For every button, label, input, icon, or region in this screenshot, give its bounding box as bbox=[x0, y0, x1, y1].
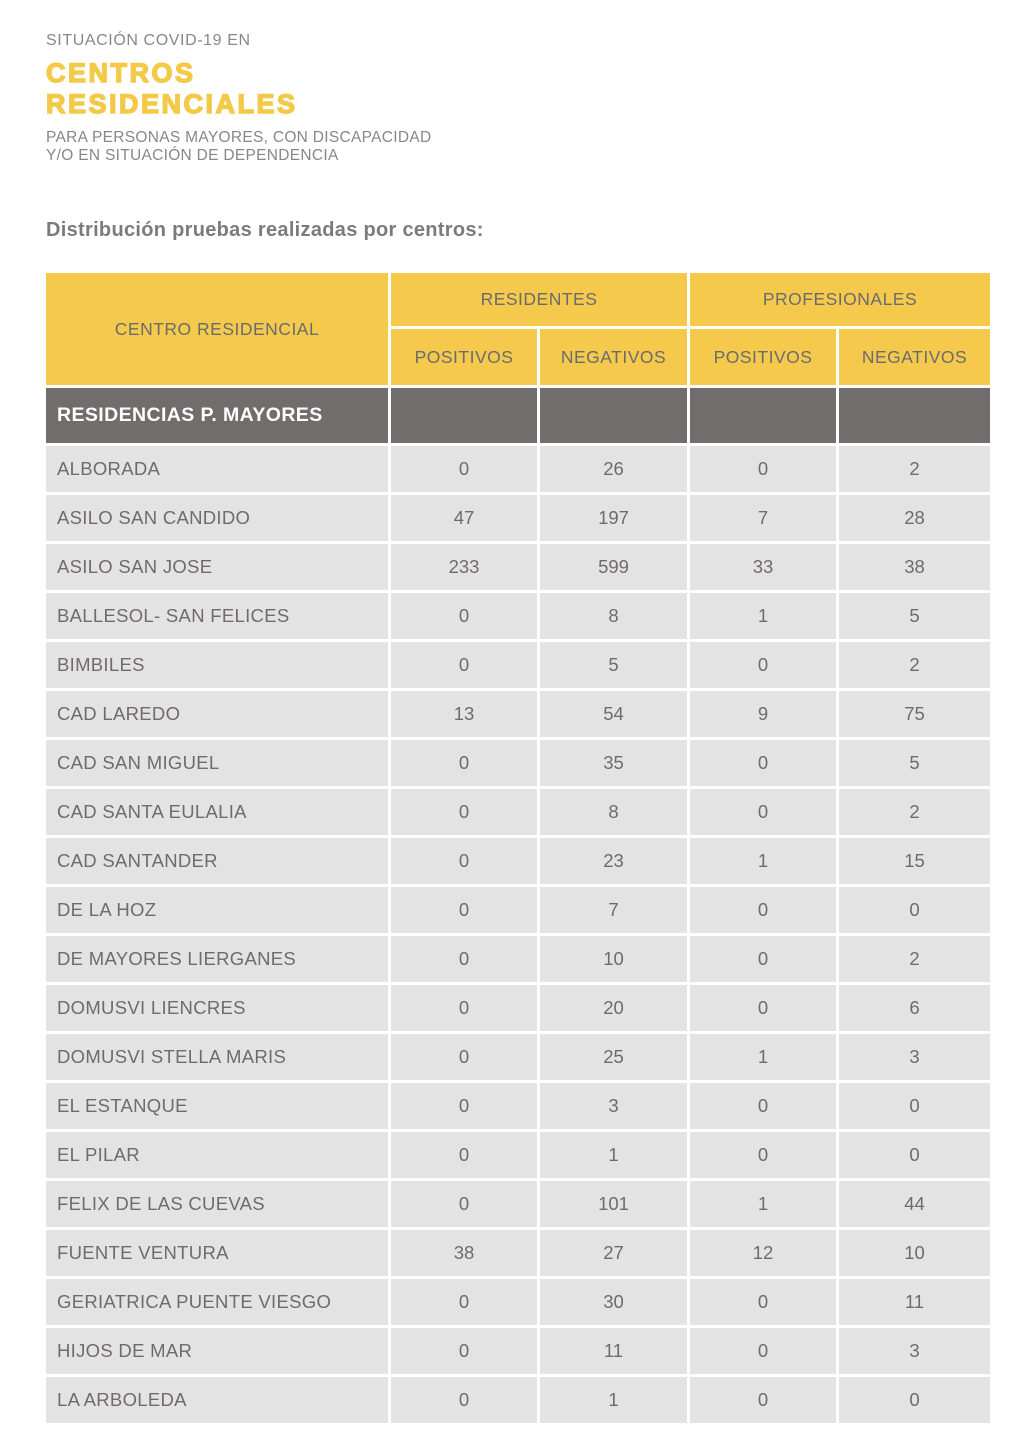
value-cell: 27 bbox=[540, 1230, 687, 1276]
value-cell: 10 bbox=[540, 936, 687, 982]
value-cell: 1 bbox=[690, 1181, 836, 1227]
centro-cell: DE LA HOZ bbox=[46, 887, 388, 933]
value-cell: 11 bbox=[540, 1328, 687, 1374]
centro-cell: FUENTE VENTURA bbox=[46, 1230, 388, 1276]
value-cell: 0 bbox=[690, 1279, 836, 1325]
value-cell: 0 bbox=[690, 446, 836, 492]
value-cell: 30 bbox=[540, 1279, 687, 1325]
centro-cell: HIJOS DE MAR bbox=[46, 1328, 388, 1374]
subtitle-line2: Y/O EN SITUACIÓN DE DEPENDENCIA bbox=[46, 147, 339, 164]
header-residentes-cell: RESIDENTES bbox=[391, 273, 687, 326]
value-cell: 2 bbox=[839, 446, 990, 492]
value-cell: 1 bbox=[540, 1377, 687, 1423]
value-cell: 6 bbox=[839, 985, 990, 1031]
value-cell: 75 bbox=[839, 691, 990, 737]
value-cell: 5 bbox=[540, 642, 687, 688]
value-cell: 2 bbox=[839, 936, 990, 982]
value-cell: 23 bbox=[540, 838, 687, 884]
value-cell: 0 bbox=[690, 789, 836, 835]
page-title-line2: RESIDENCIALES bbox=[46, 89, 298, 119]
header-centro-cell: CENTRO RESIDENCIAL bbox=[46, 273, 388, 385]
value-cell: 0 bbox=[839, 1132, 990, 1178]
centro-cell: ASILO SAN JOSE bbox=[46, 544, 388, 590]
value-cell: 10 bbox=[839, 1230, 990, 1276]
value-cell: 0 bbox=[391, 446, 537, 492]
value-cell: 38 bbox=[391, 1230, 537, 1276]
value-cell: 2 bbox=[839, 642, 990, 688]
centro-cell: EL PILAR bbox=[46, 1132, 388, 1178]
value-cell: 0 bbox=[391, 985, 537, 1031]
centro-cell: BALLESOL- SAN FELICES bbox=[46, 593, 388, 639]
centro-cell: LA ARBOLEDA bbox=[46, 1377, 388, 1423]
value-cell: 0 bbox=[391, 936, 537, 982]
value-cell: 5 bbox=[839, 593, 990, 639]
section-heading: Distribución pruebas realizadas por centros: bbox=[46, 219, 484, 241]
value-cell: 0 bbox=[690, 936, 836, 982]
value-cell: 47 bbox=[391, 495, 537, 541]
value-cell: 0 bbox=[391, 789, 537, 835]
value-cell: 0 bbox=[391, 642, 537, 688]
value-cell: 8 bbox=[540, 593, 687, 639]
value-cell: 20 bbox=[540, 985, 687, 1031]
value-cell: 3 bbox=[540, 1083, 687, 1129]
value-cell: 0 bbox=[839, 1083, 990, 1129]
centro-cell: ASILO SAN CANDIDO bbox=[46, 495, 388, 541]
header-profesionales-cell: PROFESIONALES bbox=[690, 273, 990, 326]
value-cell: 1 bbox=[690, 1034, 836, 1080]
section-row-empty-cell bbox=[690, 388, 836, 443]
tests-table bbox=[46, 273, 990, 1423]
centro-cell: EL ESTANQUE bbox=[46, 1083, 388, 1129]
value-cell: 7 bbox=[690, 495, 836, 541]
value-cell: 0 bbox=[391, 593, 537, 639]
centro-cell: FELIX DE LAS CUEVAS bbox=[46, 1181, 388, 1227]
centro-cell: DOMUSVI STELLA MARIS bbox=[46, 1034, 388, 1080]
page-title bbox=[46, 58, 990, 120]
centro-cell: CAD LAREDO bbox=[46, 691, 388, 737]
value-cell: 35 bbox=[540, 740, 687, 786]
value-cell: 9 bbox=[690, 691, 836, 737]
value-cell: 233 bbox=[391, 544, 537, 590]
centro-cell: GERIATRICA PUENTE VIESGO bbox=[46, 1279, 388, 1325]
value-cell: 26 bbox=[540, 446, 687, 492]
value-cell: 0 bbox=[690, 1328, 836, 1374]
page-header bbox=[46, 0, 990, 165]
value-cell: 0 bbox=[391, 1132, 537, 1178]
value-cell: 12 bbox=[690, 1230, 836, 1276]
value-cell: 0 bbox=[391, 887, 537, 933]
section-row-empty-cell bbox=[391, 388, 537, 443]
centro-cell: ALBORADA bbox=[46, 446, 388, 492]
centro-cell: DE MAYORES LIERGANES bbox=[46, 936, 388, 982]
value-cell: 3 bbox=[839, 1328, 990, 1374]
header-sub-cell-res-negativos: NEGATIVOS bbox=[540, 329, 687, 385]
subtitle-line1: PARA PERSONAS MAYORES, CON DISCAPACIDAD bbox=[46, 129, 432, 146]
value-cell: 0 bbox=[690, 642, 836, 688]
page-subtitle bbox=[46, 129, 990, 165]
value-cell: 599 bbox=[540, 544, 687, 590]
value-cell: 1 bbox=[690, 838, 836, 884]
header-sub-cell-res-positivos: POSITIVOS bbox=[391, 329, 537, 385]
value-cell: 101 bbox=[540, 1181, 687, 1227]
value-cell: 0 bbox=[839, 887, 990, 933]
value-cell: 7 bbox=[540, 887, 687, 933]
centro-cell: CAD SAN MIGUEL bbox=[46, 740, 388, 786]
value-cell: 0 bbox=[391, 1377, 537, 1423]
value-cell: 28 bbox=[839, 495, 990, 541]
value-cell: 197 bbox=[540, 495, 687, 541]
value-cell: 0 bbox=[690, 740, 836, 786]
value-cell: 11 bbox=[839, 1279, 990, 1325]
value-cell: 0 bbox=[690, 1377, 836, 1423]
value-cell: 1 bbox=[540, 1132, 687, 1178]
value-cell: 8 bbox=[540, 789, 687, 835]
value-cell: 1 bbox=[690, 593, 836, 639]
section-row-empty-cell bbox=[540, 388, 687, 443]
centro-cell: DOMUSVI LIENCRES bbox=[46, 985, 388, 1031]
value-cell: 38 bbox=[839, 544, 990, 590]
section-row-empty-cell bbox=[839, 388, 990, 443]
section-row-label-cell: RESIDENCIAS P. MAYORES bbox=[46, 388, 388, 443]
centro-cell: BIMBILES bbox=[46, 642, 388, 688]
eyebrow-text: SITUACIÓN COVID-19 EN bbox=[46, 32, 251, 49]
value-cell: 0 bbox=[839, 1377, 990, 1423]
value-cell: 0 bbox=[391, 838, 537, 884]
value-cell: 0 bbox=[391, 1181, 537, 1227]
value-cell: 15 bbox=[839, 838, 990, 884]
value-cell: 3 bbox=[839, 1034, 990, 1080]
page-title-line1: CENTROS bbox=[46, 58, 196, 88]
value-cell: 13 bbox=[391, 691, 537, 737]
header-sub-cell-prof-positivos: POSITIVOS bbox=[690, 329, 836, 385]
value-cell: 0 bbox=[690, 1132, 836, 1178]
value-cell: 0 bbox=[690, 985, 836, 1031]
centro-cell: CAD SANTANDER bbox=[46, 838, 388, 884]
centro-cell: CAD SANTA EULALIA bbox=[46, 789, 388, 835]
value-cell: 0 bbox=[391, 1083, 537, 1129]
value-cell: 0 bbox=[690, 887, 836, 933]
value-cell: 0 bbox=[391, 1328, 537, 1374]
value-cell: 33 bbox=[690, 544, 836, 590]
value-cell: 5 bbox=[839, 740, 990, 786]
value-cell: 0 bbox=[690, 1083, 836, 1129]
value-cell: 2 bbox=[839, 789, 990, 835]
value-cell: 0 bbox=[391, 740, 537, 786]
value-cell: 25 bbox=[540, 1034, 687, 1080]
value-cell: 44 bbox=[839, 1181, 990, 1227]
value-cell: 0 bbox=[391, 1279, 537, 1325]
value-cell: 0 bbox=[391, 1034, 537, 1080]
header-sub-cell-prof-negativos: NEGATIVOS bbox=[839, 329, 990, 385]
value-cell: 54 bbox=[540, 691, 687, 737]
